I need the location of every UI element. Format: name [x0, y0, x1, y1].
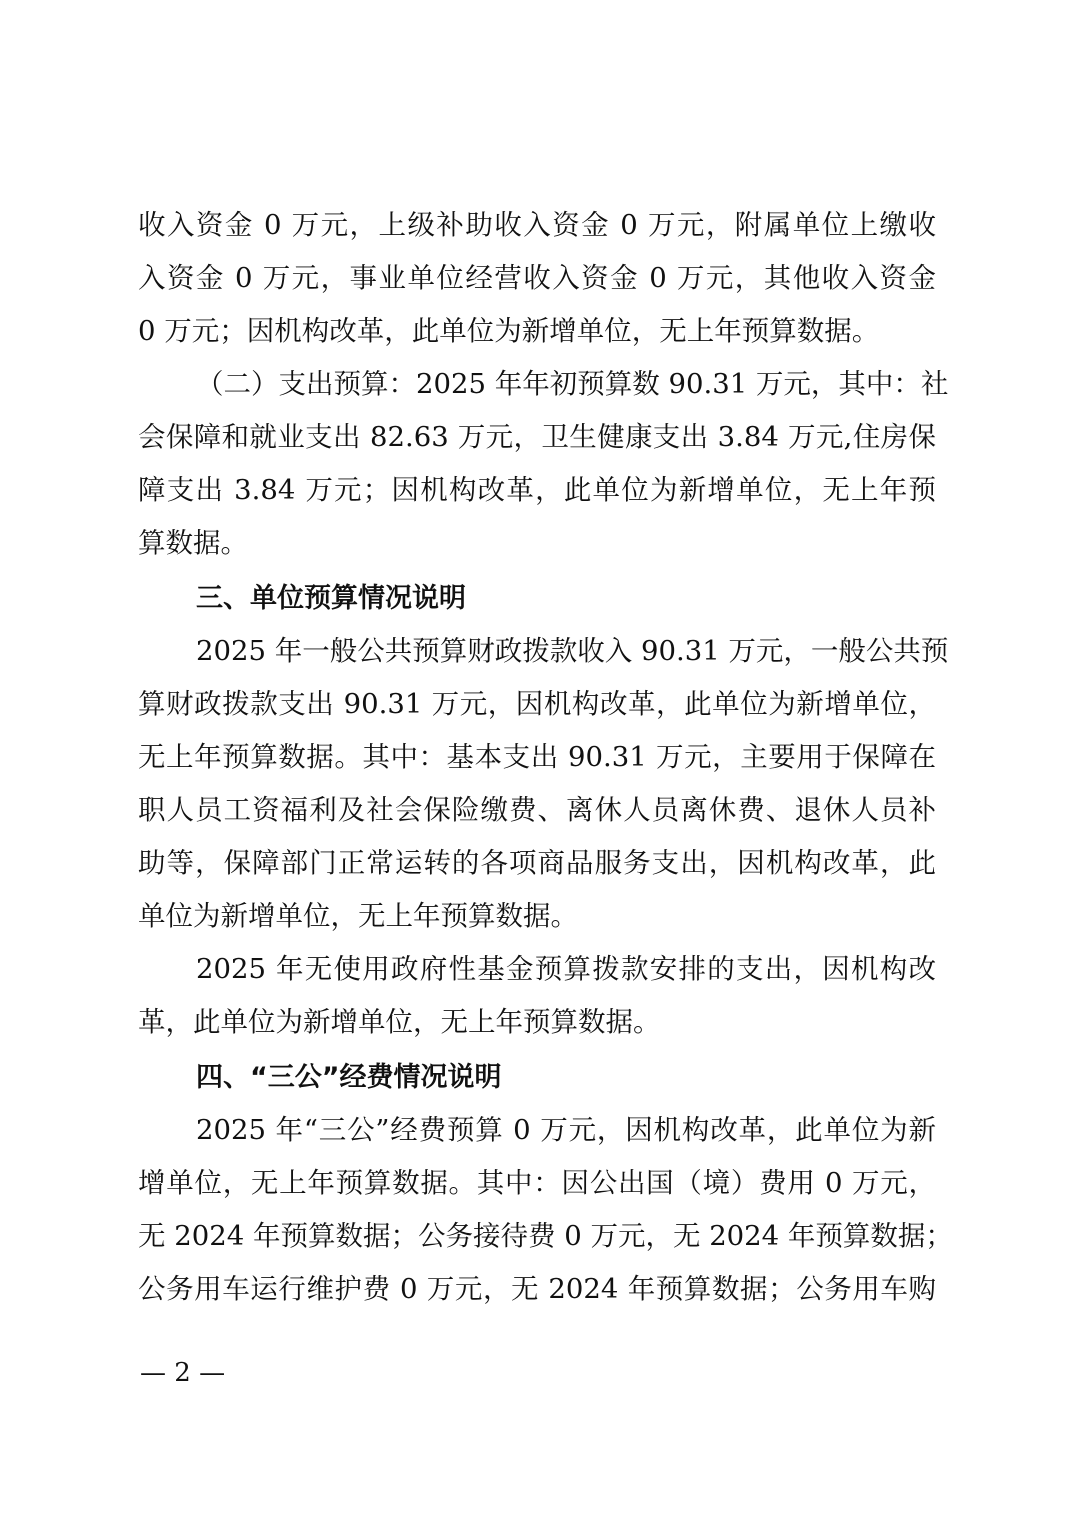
paragraph-line: 革，此单位为新增单位，无上年预算数据。	[138, 1006, 661, 1038]
paragraph-line: 障支出 3.84 万元；因机构改革，此单位为新增单位，无上年预	[138, 474, 936, 506]
paragraph-line: 公务用车运行维护费 0 万元，无 2024 年预算数据；公务用车购	[138, 1273, 936, 1305]
paragraph-line: 职人员工资福利及社会保险缴费、离休人员离休费、退休人员补	[138, 794, 936, 826]
paragraph-line: 0 万元；因机构改革，此单位为新增单位，无上年预算数据。	[138, 315, 880, 347]
paragraph-line: 会保障和就业支出 82.63 万元，卫生健康支出 3.84 万元,住房保	[138, 421, 936, 453]
paragraph-line: 助等，保障部门正常运转的各项商品服务支出，因机构改革，此	[138, 847, 936, 879]
paragraph-line: 算财政拨款支出 90.31 万元，因机构改革，此单位为新增单位，	[138, 688, 936, 720]
paragraph-line: 算数据。	[138, 527, 248, 559]
page-number: — 2 —	[140, 1358, 226, 1388]
section-heading-3: 三、单位预算情况说明	[196, 583, 466, 614]
paragraph-line: 无 2024 年预算数据；公务接待费 0 万元，无 2024 年预算数据；	[138, 1220, 953, 1252]
paragraph-line: 2025 年无使用政府性基金预算拨款安排的支出，因机构改	[196, 953, 936, 985]
document-body	[138, 199, 953, 1316]
paragraph-line: 增单位，无上年预算数据。其中：因公出国（境）费用 0 万元，	[138, 1167, 936, 1199]
paragraph-line: 2025 年一般公共预算财政拨款收入 90.31 万元，一般公共预	[196, 635, 949, 667]
section-heading-4: 四、“三公”经费情况说明	[196, 1062, 502, 1093]
paragraph-line: 单位为新增单位，无上年预算数据。	[138, 900, 578, 932]
paragraph-line: 入资金 0 万元，事业单位经营收入资金 0 万元，其他收入资金	[138, 262, 936, 294]
paragraph-line: 无上年预算数据。其中：基本支出 90.31 万元，主要用于保障在	[138, 741, 936, 773]
paragraph-line: 收入资金 0 万元，上级补助收入资金 0 万元，附属单位上缴收	[138, 209, 936, 241]
expenditure-budget-line: （二）支出预算：2025 年年初预算数 90.31 万元，其中：社	[196, 368, 949, 400]
paragraph-line: 2025 年“三公”经费预算 0 万元，因机构改革，此单位为新	[196, 1114, 936, 1146]
